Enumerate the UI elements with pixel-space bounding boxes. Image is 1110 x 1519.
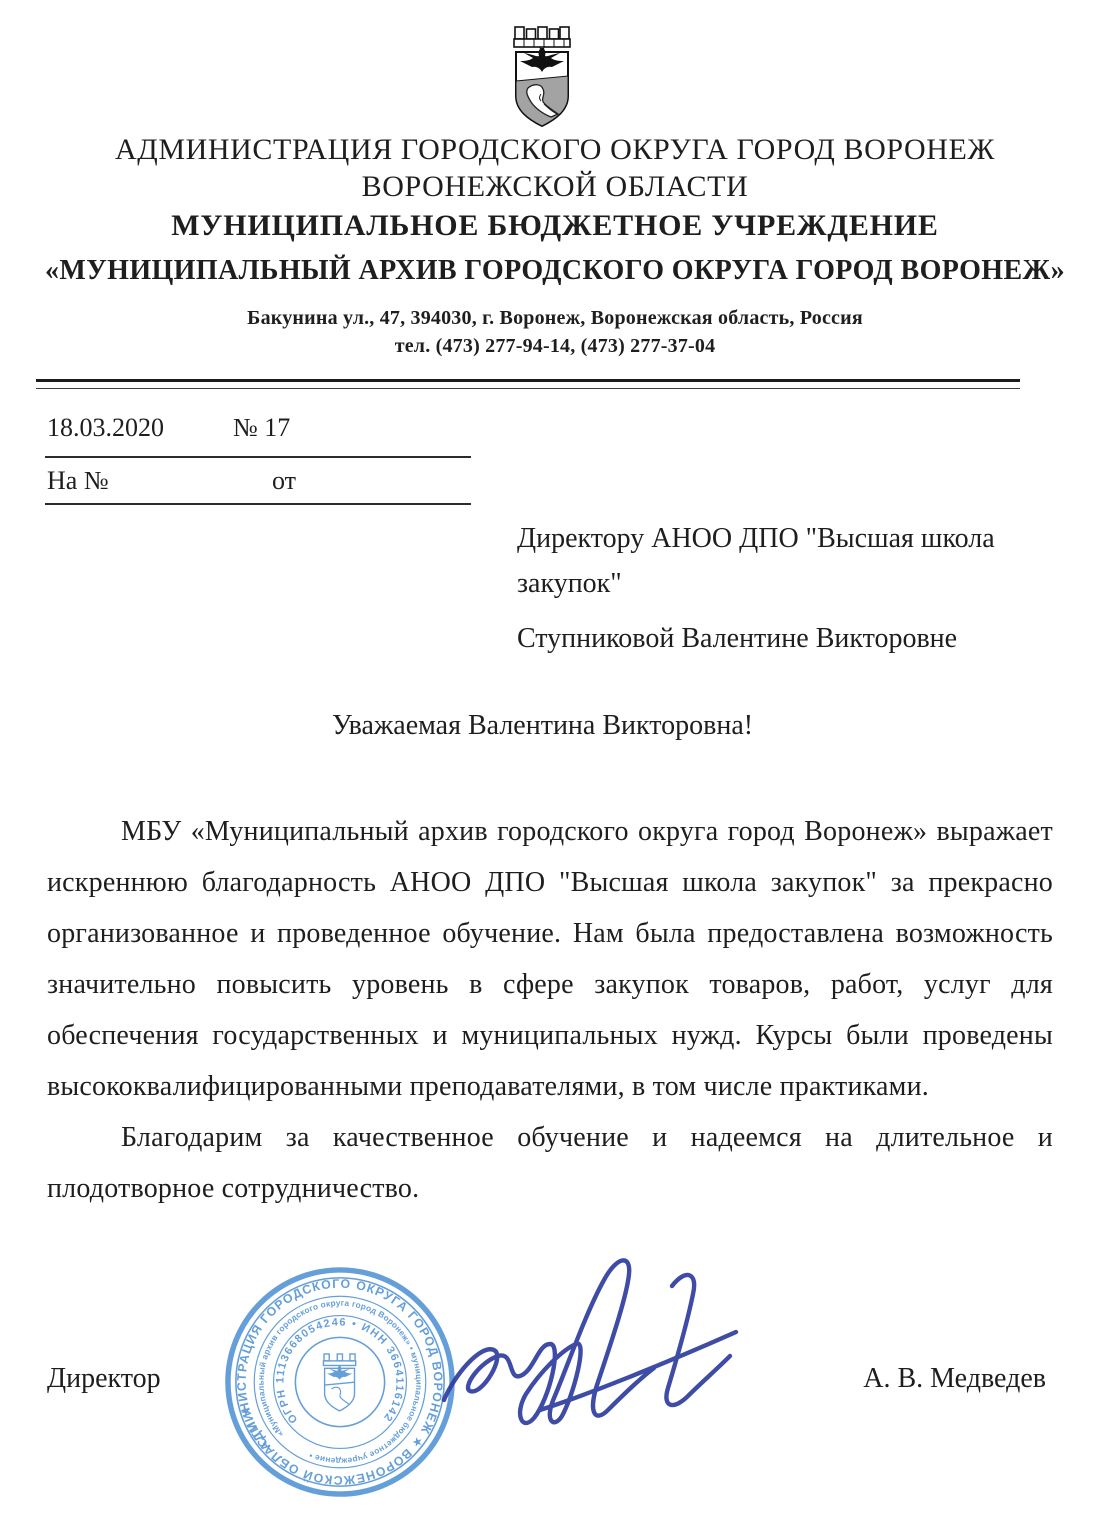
- reply-from-label: от: [272, 466, 297, 495]
- letterhead: [0, 131, 1110, 288]
- reference-underline-1: [45, 456, 471, 458]
- svg-text:АДМИНИСТРАЦИЯ ГОРОДСКОГО ОКРУГ: [235, 1277, 446, 1488]
- stamp-inner-ring-text: ОГРН 1113668054246 • ИНН 3664116142: [274, 1316, 406, 1426]
- stamp-center-coat-of-arms: [323, 1354, 355, 1411]
- recipient-title: Директору АНОО ДПО "Высшая школа закупок": [517, 523, 995, 599]
- salutation: Уважаемая Валентина Викторовна!: [332, 710, 754, 741]
- recipient-name: Ступниковой Валентине Викторовне: [517, 623, 958, 654]
- handwritten-signature: [420, 1248, 740, 1428]
- letter-number: № 17: [233, 413, 291, 442]
- reference-underline-2: [45, 503, 471, 505]
- org-name-line2: ВОРОНЕЖСКОЙ ОБЛАСТИ: [361, 170, 749, 203]
- letter-date: 18.03.2020: [47, 413, 164, 442]
- contact-block: [0, 304, 1110, 360]
- voronezh-coat-of-arms-icon: [510, 24, 574, 130]
- org-type-line: МУНИЦИПАЛЬНОЕ БЮДЖЕТНОЕ УЧРЕЖДЕНИЕ: [171, 209, 939, 242]
- reply-to-label: На №: [47, 466, 109, 495]
- org-name-line1: АДМИНИСТРАЦИЯ ГОРОДСКОГО ОКРУГА ГОРОД ВОРОНЕЖ: [115, 133, 995, 166]
- signer-position: Директор: [47, 1363, 161, 1394]
- org-full-name: «МУНИЦИПАЛЬНЫЙ АРХИВ ГОРОДСКОГО ОКРУГА ГОРОД ВОРОНЕЖ»: [44, 255, 1066, 286]
- postal-address: Бакунина ул., 47, 394030, г. Воронеж, Воронежская область, Россия: [247, 307, 863, 329]
- letter-body: [47, 806, 1053, 1214]
- stamp-middle-ring-text: «Муниципальный архив городского округа город Воронеж» • муниципальное бюджетное учреждение •: [255, 1297, 425, 1467]
- recipient-block: [517, 516, 999, 661]
- phone-numbers: тел. (473) 277-94-14, (473) 277-37-04: [394, 335, 716, 357]
- letterhead-divider-rule: [36, 379, 1020, 389]
- body-paragraph-2: Благодарим за качественное обучение и надеемся на длительное и плодотворное сотрудничество.: [47, 1122, 1053, 1204]
- signer-name: А. В. Медведев: [863, 1363, 1046, 1394]
- body-paragraph-1: МБУ «Муниципальный архив городского округа город Воронеж» выражает искреннюю благодарность АНОО ДПО "Высшая школа закупок" за прекрасно организованное и проведенное обучение. Нам была предоставлена возможность значительно повысить уровень в сфере закупок товаров, работ, услуг для обеспечения государственных и муниципальных нужд. Курсы были проведены высококвалифицированными преподавателями, в том числе практиками.: [47, 816, 1053, 1102]
- stamp-outer-ring-text: АДМИНИСТРАЦИЯ ГОРОДСКОГО ОКРУГА ГОРОД ВОРОНЕЖ ★ ВОРОНЕЖСКОЙ ОБЛАСТИ ★: [234, 1276, 446, 1488]
